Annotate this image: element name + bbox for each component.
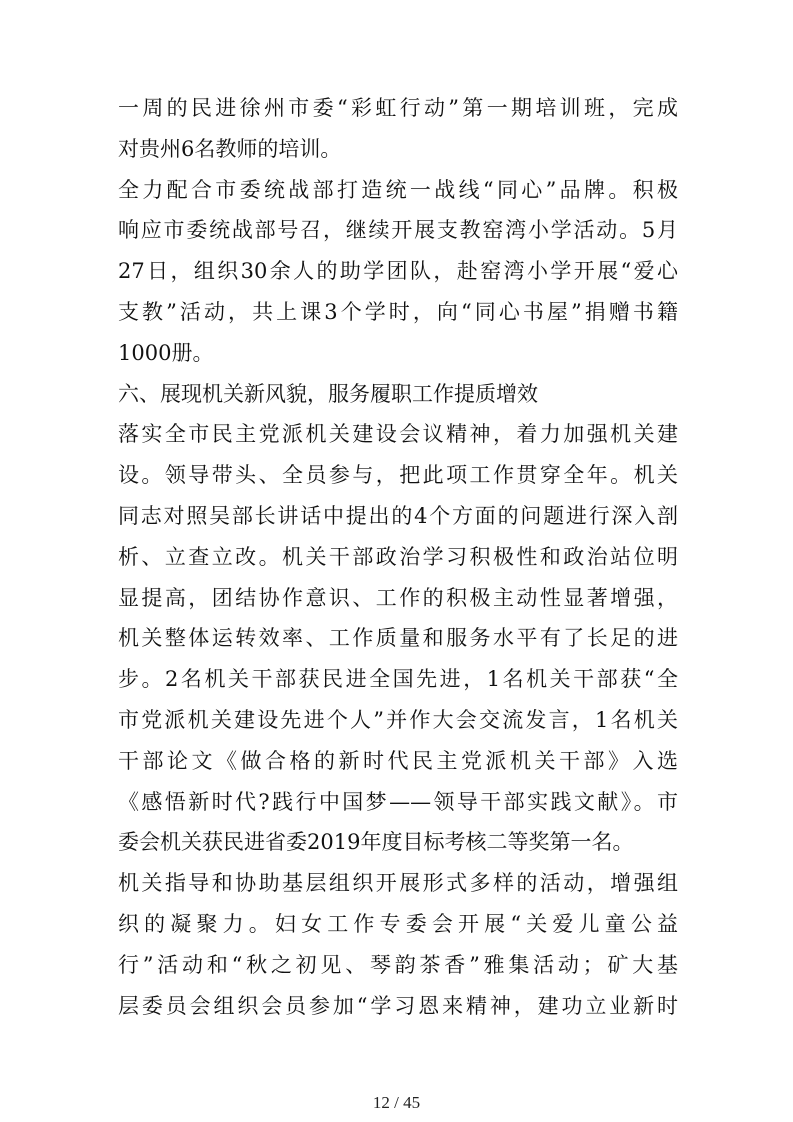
text-line: 市党派机关建设先进个人”并作大会交流发言，1名机关: [118, 707, 678, 732]
text-line: 析、立查立改。机关干部政治学习积极性和政治站位明: [118, 544, 678, 569]
page-number: 12 / 45: [372, 1093, 421, 1112]
text-line: 委会机关获民进省委2019年度目标考核二等奖第一名。: [118, 830, 634, 855]
text-line: 《感悟新时代?践行中国梦——领导干部实践文献》。市: [118, 789, 678, 814]
text-line: 步。2名机关干部获民进全国先进，1名机关干部获“全: [118, 667, 678, 692]
text-line: 27日，组织30余人的助学团队，赴窑湾小学开展“爱心: [118, 259, 678, 284]
text-line: 支教”活动，共上课3个学时，向“同心书屋”捐赠书籍: [118, 299, 678, 324]
body-text: [118, 88, 678, 1026]
text-line: 机关整体运转效率、工作质量和服务水平有了长足的进: [118, 626, 678, 651]
text-line: 对贵州6名教师的培训。: [118, 136, 342, 161]
text-line: 一周的民进徐州市委“彩虹行动”第一期培训班，完成: [118, 96, 678, 120]
text-line: 织的凝聚力。妇女工作专委会开展“关爱儿童公益: [118, 911, 678, 936]
text-line: 干部论文《做合格的新时代民主党派机关干部》入选: [118, 748, 678, 773]
section-heading: 六、展现机关新风貌，服务履职工作提质增效: [118, 381, 538, 406]
text-line: 同志对照吴部长讲话中提出的4个方面的问题进行深入剖: [118, 503, 678, 528]
text-line: 1000册。: [118, 340, 214, 365]
text-line: 机关指导和协助基层组织开展形式多样的活动，增强组: [118, 871, 678, 896]
text-line: 显提高，团结协作意识、工作的积极主动性显著增强，: [118, 585, 678, 610]
text-line: 响应市委统战部号召，继续开展支教窑湾小学活动。5月: [118, 218, 678, 243]
text-line: 设。领导带头、全员参与，把此项工作贯穿全年。机关: [118, 463, 678, 488]
text-line: 行”活动和“秋之初见、琴韵茶香”雅集活动；矿大基: [118, 952, 678, 977]
text-line: 层委员会组织会员参加“学习恩来精神，建功立业新时: [118, 993, 678, 1018]
text-line: 全力配合市委统战部打造统一战线“同心”品牌。积极: [118, 177, 678, 202]
text-line: 落实全市民主党派机关建设会议精神，着力加强机关建: [118, 422, 678, 447]
